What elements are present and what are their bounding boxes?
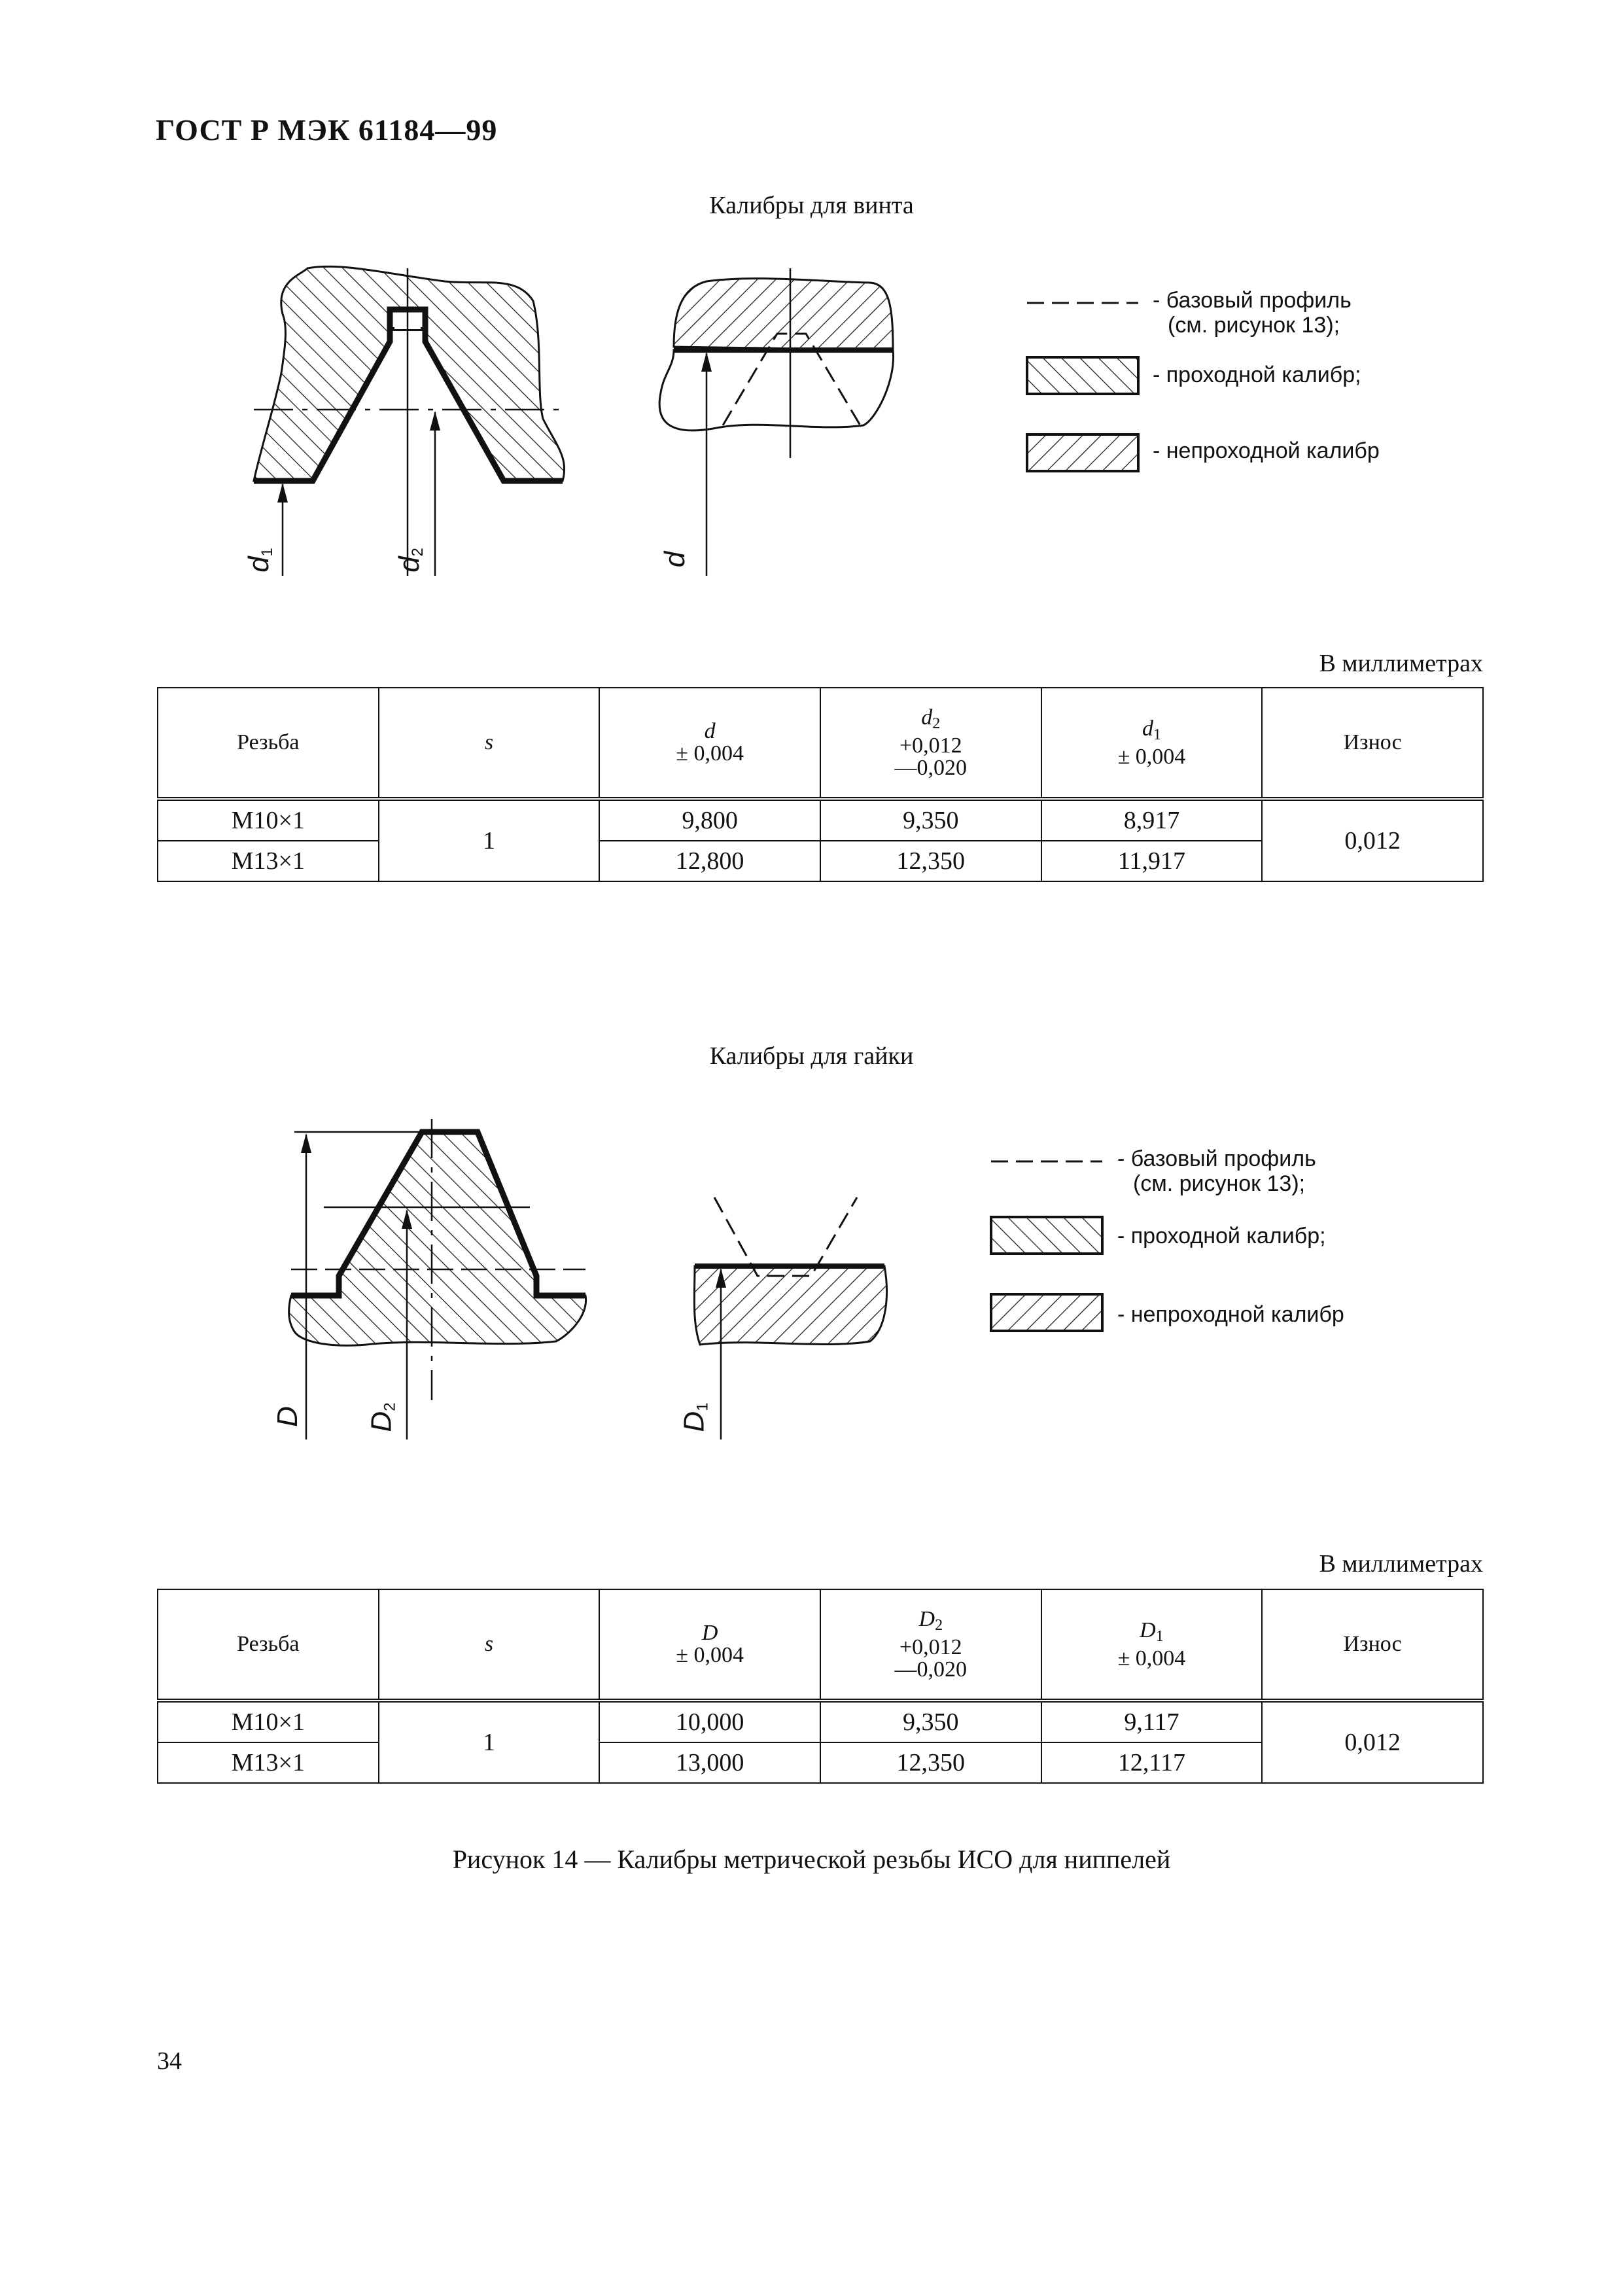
col-d: d ± 0,004 (599, 688, 820, 799)
col-d2: $d_2$ +0,012 —0,020 (820, 688, 1041, 799)
nogo-gauge-swatch (1027, 434, 1138, 471)
figure-caption: Рисунок 14 — Калибры метрической резьбы ИСО для ниппелей (452, 1845, 1171, 1874)
legend-go-gauge: - проходной калибр; (1117, 1224, 1326, 1248)
label-D1: $D_1$ (678, 1402, 712, 1432)
go-gauge-swatch (1027, 357, 1138, 394)
screw-nogo-gauge-drawing (659, 268, 893, 576)
nut-gauge-diagram (0, 1080, 1623, 1472)
col-d1: $d_1$ ± 0,004 (1041, 688, 1263, 799)
col-s: s (379, 688, 600, 799)
nut-section-title: Калибры для гайки (709, 1042, 914, 1070)
screw-gauge-diagram (0, 0, 1623, 602)
label-d1: $d_1$ (242, 548, 276, 573)
legend-go-gauge: - проходной калибр; (1153, 362, 1361, 387)
legend-base-profile: - базовый профиль (1153, 288, 1352, 313)
page-number: 34 (157, 2047, 182, 2075)
table-row: M13×1 12,800 12,350 11,917 (158, 841, 1483, 881)
nut-units: В миллиметрах (1319, 1550, 1483, 1578)
col-wear: Износ (1262, 1589, 1483, 1701)
col-thread: Резьба (158, 688, 379, 799)
col-thread: Резьба (158, 1589, 379, 1701)
legend-nogo-gauge: - непроходной калибр (1153, 438, 1380, 463)
screw-gauge-table (157, 687, 1484, 882)
col-D2: $D_2$ +0,012 —0,020 (820, 1589, 1041, 1701)
table-row: M13×1 13,000 12,350 12,117 (158, 1742, 1483, 1783)
document-header: ГОСТ Р МЭК 61184—99 (156, 113, 498, 147)
label-d: d (659, 551, 691, 568)
table-row: M10×1 1 9,800 9,350 8,917 0,012 (158, 799, 1483, 841)
col-D: D ± 0,004 (599, 1589, 820, 1701)
nut-legend-swatches (991, 1161, 1102, 1331)
nut-nogo-gauge-drawing (694, 1197, 886, 1439)
screw-units: В миллиметрах (1319, 650, 1483, 677)
go-gauge-swatch (991, 1217, 1102, 1254)
screw-legend-swatches (1027, 303, 1138, 471)
legend-base-profile-ref: (см. рисунок 13); (1168, 313, 1340, 338)
legend-base-profile: - базовый профиль (1117, 1146, 1316, 1171)
nogo-gauge-swatch (991, 1294, 1102, 1331)
label-D: D (271, 1406, 304, 1427)
legend-base-profile-ref: (см. рисунок 13); (1133, 1171, 1306, 1196)
col-wear: Износ (1262, 688, 1483, 799)
label-D2: $D_2$ (365, 1402, 399, 1432)
screw-go-gauge-drawing (254, 266, 565, 576)
legend-nogo-gauge: - непроходной калибр (1117, 1302, 1344, 1327)
col-D1: $D_1$ ± 0,004 (1041, 1589, 1263, 1701)
col-s: s (379, 1589, 600, 1701)
nut-go-gauge-drawing (289, 1119, 586, 1439)
label-d2: $d_2$ (393, 548, 427, 573)
table-row: M10×1 1 10,000 9,350 9,117 0,012 (158, 1701, 1483, 1742)
nut-gauge-table (157, 1589, 1484, 1784)
screw-section-title: Калибры для винта (709, 192, 914, 219)
